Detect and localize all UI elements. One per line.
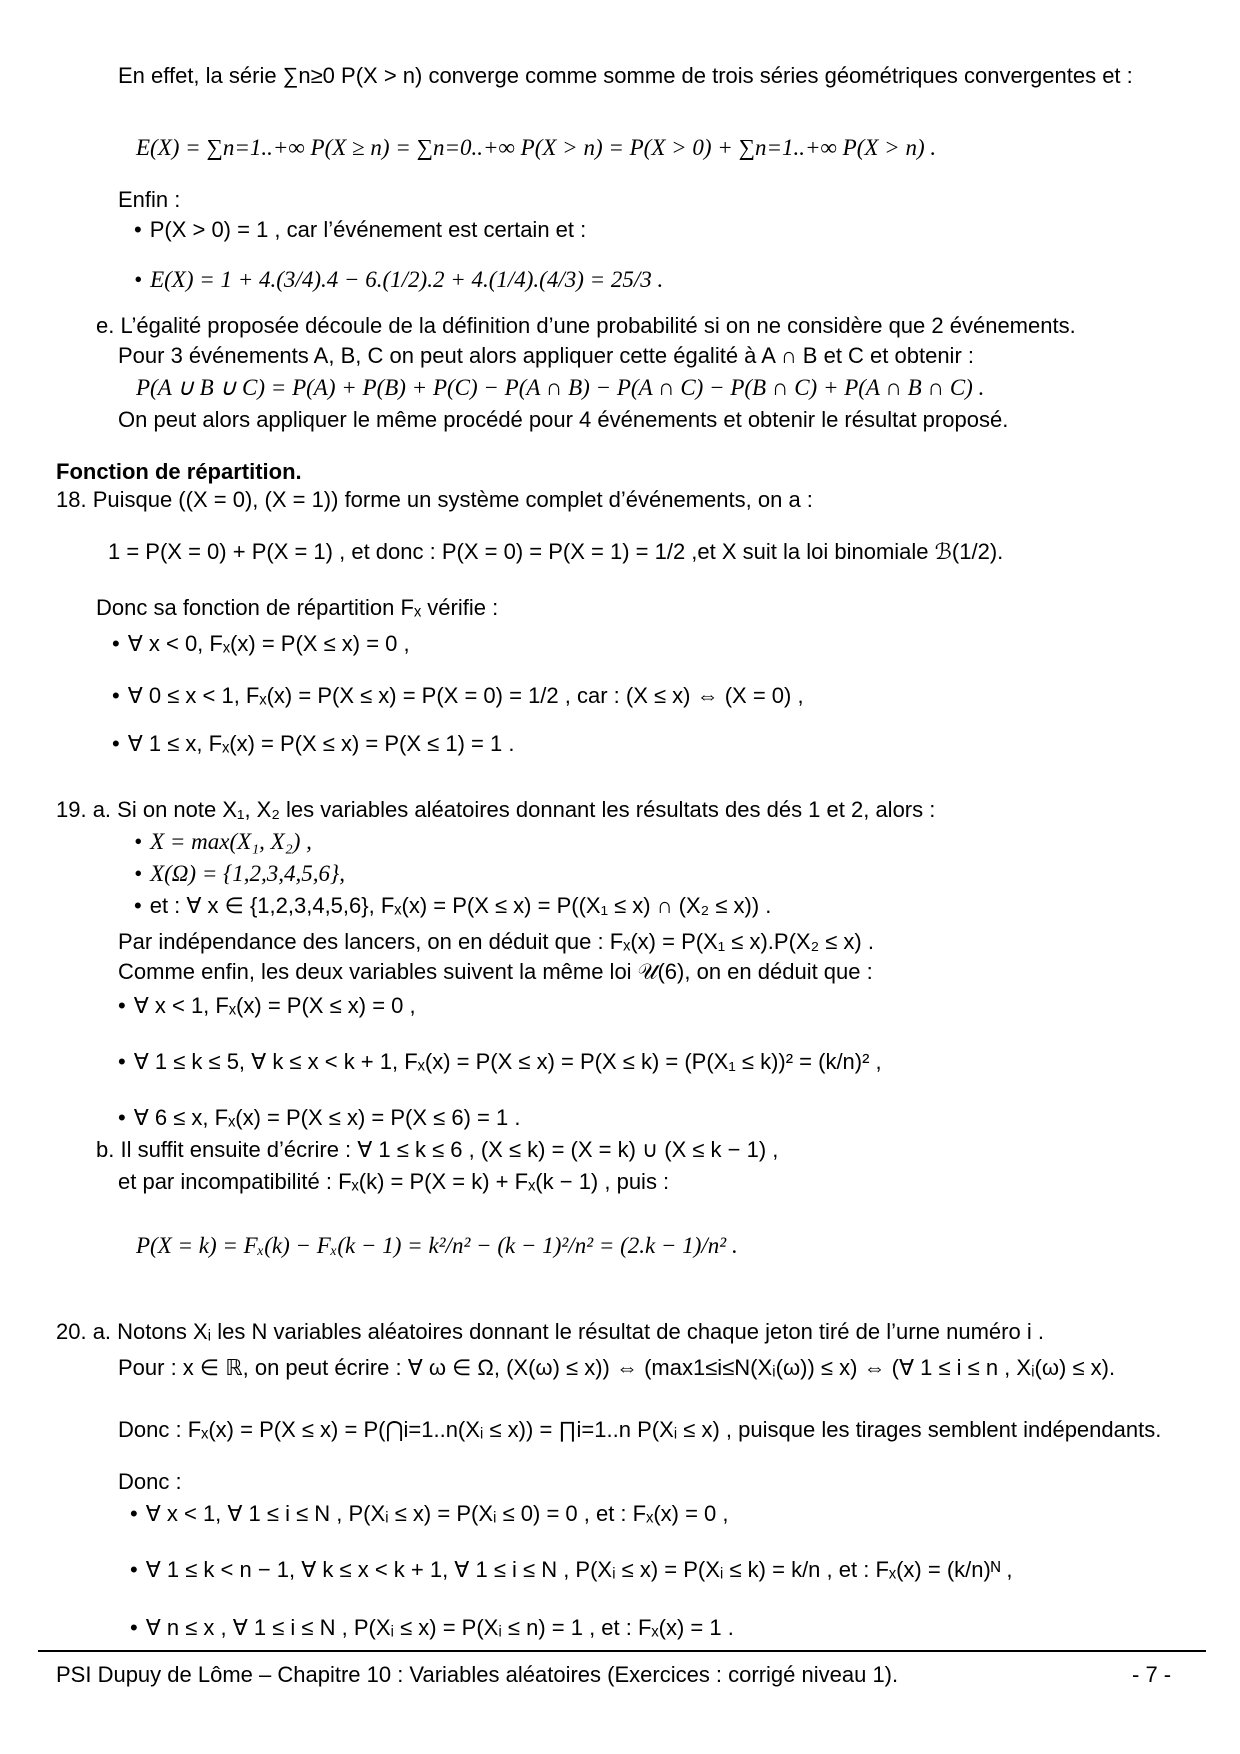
bullet-item: • ∀ x < 1, ∀ 1 ≤ i ≤ N , P(Xᵢ ≤ x) = P(Xᵢ ≤ 0) = 0 , et : Fₓ(x) = 0 , [130, 1500, 729, 1528]
bullet-item: • X = max(X₁, X₂) , [134, 828, 312, 857]
bullet-item: • ∀ 1 ≤ k ≤ 5, ∀ k ≤ x < k + 1, Fₓ(x) = P(X ≤ x) = P(X ≤ k) = (P(X₁ ≤ k))² = (k/n)² , [118, 1048, 882, 1076]
text-line: 19. a. Si on note X₁, X₂ les variables aléatoires donnant les résultats des dés 1 et 2, alors : [56, 797, 936, 822]
bullet-item: • X(Ω) = {1,2,3,4,5,6}, [134, 860, 345, 889]
text-line: Par indépendance des lancers, on en déduit que : Fₓ(x) = P(X₁ ≤ x).P(X₂ ≤ x) . [118, 929, 874, 954]
text-line: Pour 3 événements A, B, C on peut alors appliquer cette égalité à A ∩ B et C et obtenir : [118, 343, 974, 368]
bullet-item: • ∀ 0 ≤ x < 1, Fₓ(x) = P(X ≤ x) = P(X = 0) = 1/2 , car : (X ≤ x) ⇔ (X = 0) , [112, 682, 804, 710]
text-line: P(A ∪ B ∪ C) = P(A) + P(B) + P(C) − P(A ∩ B) − P(A ∩ C) − P(B ∩ C) + P(A ∩ B ∩ C) . [136, 375, 985, 400]
bullet-item: • ∀ 6 ≤ x, Fₓ(x) = P(X ≤ x) = P(X ≤ 6) = 1 . [118, 1104, 520, 1132]
footer-rule [38, 1650, 1206, 1652]
text-line: En effet, la série ∑n≥0 P(X > n) converge comme somme de trois séries géométriques convergentes et : [118, 63, 1133, 88]
text-line: 18. Puisque ((X = 0), (X = 1)) forme un système complet d’événements, on a : [56, 487, 813, 512]
bullet-item: • ∀ x < 0, Fₓ(x) = P(X ≤ x) = 0 , [112, 630, 410, 658]
text-line: Donc : [118, 1469, 182, 1494]
text-line: Comme enfin, les deux variables suivent la même loi 𝒰(6), on en déduit que : [118, 959, 873, 984]
text-line: Donc sa fonction de répartition Fₓ vérifie : [96, 595, 499, 620]
text-line: Pour : x ∈ ℝ, on peut écrire : ∀ ω ∈ Ω, (X(ω) ≤ x)) ⇔ (max1≤i≤N(Xᵢ(ω)) ≤ x) ⇔ (∀ 1 ≤ i ≤ n , Xᵢ(ω) ≤ x). [118, 1355, 1116, 1380]
bullet-item: • ∀ n ≤ x , ∀ 1 ≤ i ≤ N , P(Xᵢ ≤ x) = P(Xᵢ ≤ n) = 1 , et : Fₓ(x) = 1 . [130, 1614, 734, 1642]
footer-title: PSI Dupuy de Lôme – Chapitre 10 : Variables aléatoires (Exercices : corrigé niveau 1). [56, 1662, 899, 1687]
bullet-item: • et : ∀ x ∈ {1,2,3,4,5,6}, Fₓ(x) = P(X ≤ x) = P((X₁ ≤ x) ∩ (X₂ ≤ x)) . [134, 892, 771, 920]
bullet-item: • E(X) = 1 + 4.(3/4).4 − 6.(1/2).2 + 4.(1/4).(4/3) = 25/3 . [134, 266, 663, 295]
text-line: b. Il suffit ensuite d’écrire : ∀ 1 ≤ k ≤ 6 , (X ≤ k) = (X = k) ∪ (X ≤ k − 1) , [96, 1137, 779, 1162]
text-line: e. L’égalité proposée découle de la définition d’une probabilité si on ne considère que 2 événements. [96, 313, 1076, 338]
bullet-item: • ∀ 1 ≤ k < n − 1, ∀ k ≤ x < k + 1, ∀ 1 ≤ i ≤ N , P(Xᵢ ≤ x) = P(Xᵢ ≤ k) = k/n , et : Fₓ(x) = (k/n)ᴺ , [130, 1556, 1013, 1584]
text-line: 20. a. Notons Xᵢ les N variables aléatoires donnant le résultat de chaque jeton tiré de l’urne numéro i . [56, 1319, 1044, 1344]
bullet-item: • ∀ 1 ≤ x, Fₓ(x) = P(X ≤ x) = P(X ≤ 1) = 1 . [112, 730, 514, 758]
bullet-item: • P(X > 0) = 1 , car l’événement est certain et : [134, 216, 586, 244]
text-line: Enfin : [118, 187, 181, 212]
page-number: - 7 - [1132, 1662, 1172, 1687]
text-line: E(X) = ∑n=1..+∞ P(X ≥ n) = ∑n=0..+∞ P(X > n) = P(X > 0) + ∑n=1..+∞ P(X > n) . [136, 135, 937, 160]
section-heading: Fonction de répartition. [56, 459, 302, 484]
bullet-item: • ∀ x < 1, Fₓ(x) = P(X ≤ x) = 0 , [118, 992, 416, 1020]
text-line: Donc : Fₓ(x) = P(X ≤ x) = P(⋂i=1..n(Xᵢ ≤ x)) = ∏i=1..n P(Xᵢ ≤ x) , puisque les tirages semblent indépendants. [118, 1417, 1162, 1442]
text-line: et par incompatibilité : Fₓ(k) = P(X = k) + Fₓ(k − 1) , puis : [118, 1169, 670, 1194]
text-line: On peut alors appliquer le même procédé pour 4 événements et obtenir le résultat proposé. [118, 407, 1009, 432]
text-line: 1 = P(X = 0) + P(X = 1) , et donc : P(X = 0) = P(X = 1) = 1/2 ,et X suit la loi binomiale ℬ(1/2). [108, 539, 1004, 564]
text-line: P(X = k) = Fₓ(k) − Fₓ(k − 1) = k²/n² − (k − 1)²/n² = (2.k − 1)/n² . [136, 1233, 738, 1258]
